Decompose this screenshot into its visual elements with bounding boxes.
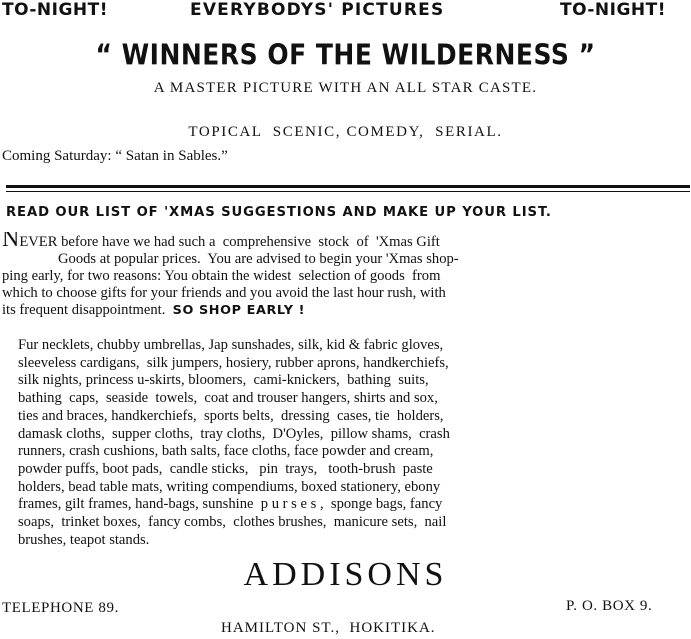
- items-line: bathing caps, seaside towels, coat and trouser hangers, shirts and sox,: [18, 390, 438, 407]
- film-subtitle: A MASTER PICTURE WITH AN ALL STAR CASTE.: [153, 80, 538, 96]
- gift-items-list: [18, 337, 678, 549]
- intro-line: Goods at popular prices. You are advised to begin your 'Xmas shop-: [58, 251, 459, 267]
- items-line: frames, gilt frames, hand-bags, sunshine p u r s e s , sponge bags, fancy: [18, 496, 443, 513]
- cinema-name-heading: EVERYBODYS' PICTURES: [190, 0, 445, 20]
- items-line: sleeveless cardigans, silk jumpers, hosiery, rubber aprons, handkerchiefs,: [18, 354, 449, 371]
- intro-line: [2, 232, 688, 251]
- film-title: “ WINNERS OF THE WILDERNESS ”: [95, 37, 596, 72]
- program-line: TOPICAL SCENIC, COMEDY, SERIAL.: [188, 124, 503, 140]
- items-line: holders, bead table mats, writing compendiums, boxed stationery, ebony: [18, 478, 441, 495]
- po-box-label: P. O. BOX 9.: [566, 598, 653, 614]
- divider-thin: [6, 191, 690, 192]
- intro-line-text: its frequent disappointment.: [2, 302, 166, 318]
- xmas-heading: READ OUR LIST OF 'XMAS SUGGESTIONS AND MAKE UP YOUR LIST.: [6, 205, 552, 220]
- items-line: damask cloths, supper cloths, tray cloths, D'Oyles, pillow shams, crash: [18, 425, 450, 442]
- shop-early-callout: SO SHOP EARLY !: [172, 303, 306, 318]
- tonight-right-label: TO-NIGHT!: [560, 0, 667, 20]
- intro-line: [2, 302, 688, 319]
- items-line: Fur necklets, chubby umbrellas, Jap sunshades, silk, kid & fabric gloves,: [18, 337, 444, 353]
- items-line: silk nights, princess u-skirts, bloomers, cami-knickers, bathing suits,: [18, 372, 429, 389]
- items-line: soaps, trinket boxes, fancy combs, clothes brushes, manicure sets, nail: [18, 514, 447, 531]
- intro-line-text: EVER before have we had such a comprehensive stock of 'Xmas Gift: [19, 234, 440, 250]
- items-line: runners, crash cushions, bath salts, face cloths, face powder and cream,: [18, 443, 434, 460]
- coming-saturday-line: Coming Saturday: “ Satan in Sables.”: [2, 148, 228, 164]
- intro-line: ping early, for two reasons: You obtain the widest selection of goods from: [2, 268, 441, 284]
- telephone-label: TELEPHONE 89.: [2, 600, 119, 616]
- divider-thick: [6, 185, 690, 188]
- store-address: HAMILTON ST., HOKITIKA.: [221, 620, 436, 636]
- drop-cap: N: [2, 232, 20, 251]
- tonight-left-label: TO-NIGHT!: [2, 0, 109, 20]
- items-line: ties and braces, handkerchiefs, sports belts, dressing cases, tie holders,: [18, 407, 444, 424]
- items-line: powder puffs, boot pads, candle sticks, pin trays, tooth-brush paste: [18, 460, 433, 477]
- intro-line: which to choose gifts for your friends and you avoid the last hour rush, with: [2, 285, 446, 301]
- store-name: ADDISONS: [243, 556, 448, 593]
- intro-paragraph: [2, 232, 688, 319]
- items-line: brushes, teapot stands.: [18, 531, 150, 548]
